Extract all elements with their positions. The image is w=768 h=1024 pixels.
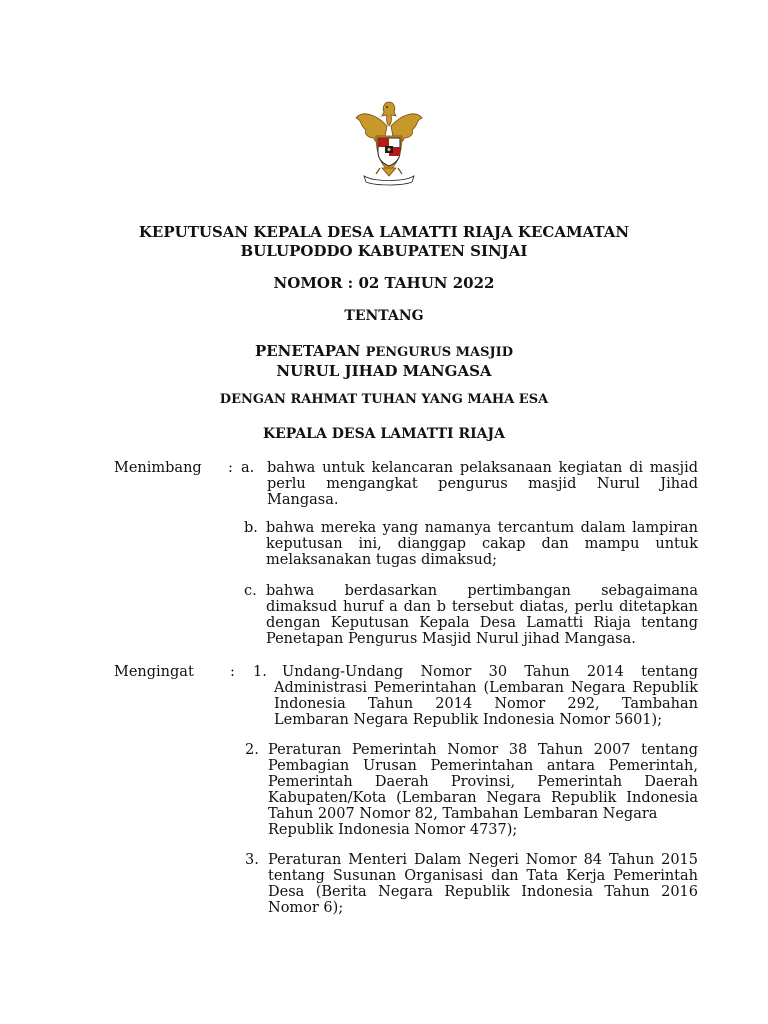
- mengingat-item-3: [268, 852, 698, 916]
- menimbang-item-a: [267, 460, 698, 508]
- mengingat-marker-2: 2.: [245, 742, 259, 758]
- item-line: Pemerintah Daerah Provinsi, Pemerintah Daerah: [268, 774, 698, 790]
- subject-line-1b: PENGURUS MASJID: [365, 345, 514, 360]
- item-line: bahwa mereka yang namanya tercantum dalam lampiran: [266, 520, 698, 536]
- tentang-heading: TENTANG: [344, 308, 424, 324]
- item-line: tentang Susunan Organisasi dan Tata Kerja Pemerintah: [268, 868, 698, 884]
- menimbang-marker-c: c.: [244, 583, 257, 599]
- menimbang-item-c: [266, 583, 698, 647]
- item-line: Tahun 2007 Nomor 82, Tambahan Lembaran Negara: [268, 806, 658, 822]
- item-line: Kabupaten/Kota (Lembaran Negara Republik Indonesia: [268, 790, 698, 806]
- title-line-2: BULUPODDO KABUPATEN SINJAI: [240, 242, 528, 260]
- subject-line-1a: PENETAPAN: [254, 342, 361, 360]
- item-line: bahwa berdasarkan pertimbangan sebagaimana: [266, 583, 698, 599]
- item-line: Peraturan Menteri Dalam Negeri Nomor 84 Tahun 2015: [268, 852, 698, 868]
- item-line: Administrasi Pemerintahan (Lembaran Negara Republik: [274, 680, 698, 696]
- document-title: [0, 223, 768, 261]
- garuda-emblem: [354, 96, 424, 186]
- item-line: Pembagian Urusan Pemerintahan antara Pemerintah,: [268, 758, 698, 774]
- item-line: dengan Keputusan Kepala Desa Lamatti Riaja tentang: [266, 615, 698, 631]
- item-line: bahwa untuk kelancaran pelaksanaan kegiatan di masjid: [267, 460, 698, 476]
- subject-heading: [0, 342, 768, 380]
- item-line: Lembaran Negara Republik Indonesia Nomor 5601);: [274, 712, 663, 728]
- menimbang-marker-a: a.: [241, 460, 255, 476]
- subject-line-2: NURUL JIHAD MANGASA: [276, 362, 492, 380]
- item-line: Peraturan Pemerintah Nomor 38 Tahun 2007 tentang: [268, 742, 698, 758]
- item-line: Desa (Berita Negara Republik Indonesia Tahun 2016: [268, 884, 698, 900]
- mengingat-colon: :: [230, 664, 235, 680]
- mengingat-marker-1: 1.: [253, 664, 267, 680]
- menimbang-item-b: [266, 520, 698, 568]
- title-line-1: KEPUTUSAN KEPALA DESA LAMATTI RIAJA KECAMATAN: [138, 223, 630, 241]
- mengingat-item-1: [274, 664, 698, 728]
- mengingat-item-2: [268, 742, 698, 838]
- document-number: NOMOR : 02 TAHUN 2022: [273, 274, 495, 292]
- item-line: Indonesia Tahun 2014 Nomor 292, Tambahan: [274, 696, 698, 712]
- item-line: Republik Indonesia Nomor 4737);: [268, 822, 518, 838]
- item-line: melaksanakan tugas dimaksud;: [266, 552, 498, 568]
- menimbang-label: Menimbang: [114, 460, 202, 476]
- item-line: Undang-Undang Nomor 30 Tahun 2014 tentang: [282, 664, 698, 680]
- kepala-heading: KEPALA DESA LAMATTI RIAJA: [262, 426, 506, 442]
- item-line: perlu mengangkat pengurus masjid Nurul Jihad: [267, 476, 698, 492]
- item-line: Penetapan Pengurus Masjid Nurul jihad Mangasa.: [266, 631, 636, 647]
- item-line: Nomor 6);: [268, 900, 344, 916]
- rahmat-heading: DENGAN RAHMAT TUHAN YANG MAHA ESA: [219, 392, 549, 407]
- menimbang-marker-b: b.: [244, 520, 258, 536]
- mengingat-label: Mengingat: [114, 664, 194, 680]
- menimbang-colon: :: [228, 460, 233, 476]
- item-line: Mangasa.: [267, 492, 339, 508]
- item-line: keputusan ini, dianggap cakap dan mampu untuk: [266, 536, 698, 552]
- item-line: dimaksud huruf a dan b tersebut diatas, perlu ditetapkan: [266, 599, 698, 615]
- mengingat-marker-3: 3.: [245, 852, 259, 868]
